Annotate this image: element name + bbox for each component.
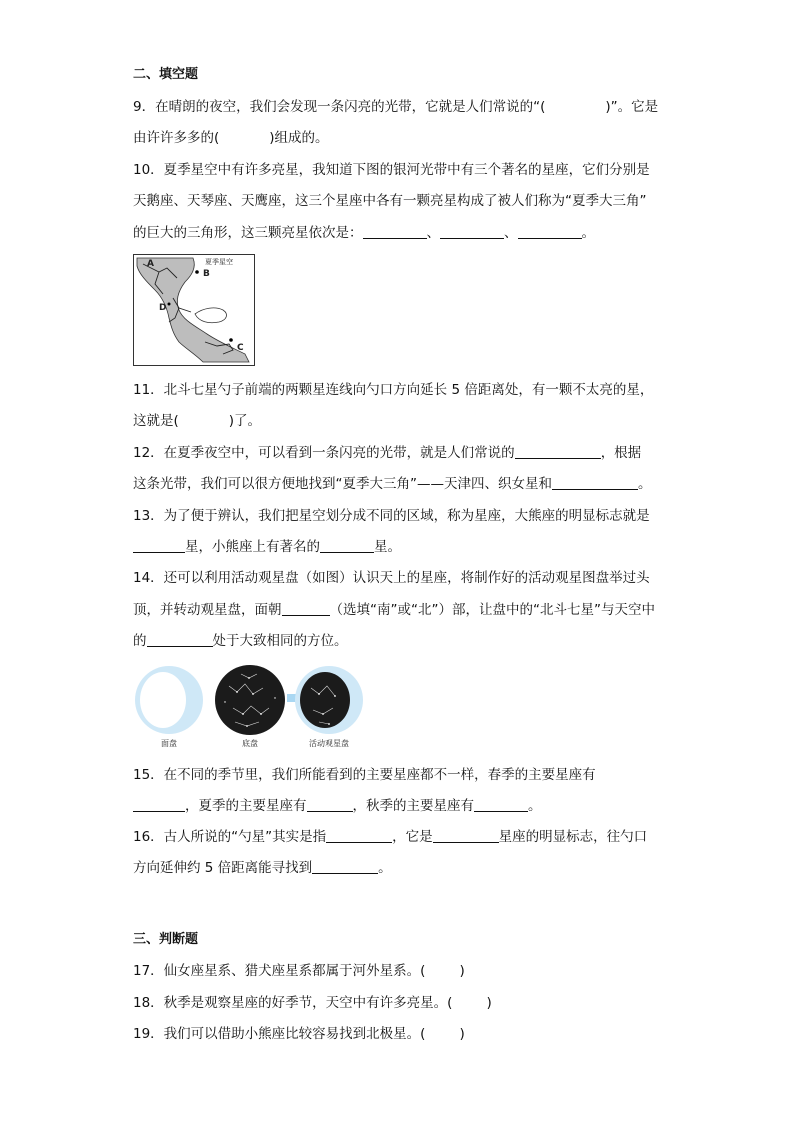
question-13-line-2 bbox=[133, 537, 401, 557]
question-17-text: 17．仙女座星系、猎犬座星系都属于河外星系。( bbox=[133, 963, 426, 979]
base-disk bbox=[215, 665, 285, 735]
question-12-answer-blank-1[interactable] bbox=[515, 444, 601, 459]
section-heading-fill-in: 二、填空题 bbox=[133, 67, 199, 82]
question-18-text: 18．秋季是观察星座的好季节，天空中有许多亮星。( bbox=[133, 995, 453, 1011]
question-13-text-b: 星。 bbox=[374, 539, 401, 555]
question-16-text-b: ，它是 bbox=[392, 829, 433, 845]
question-16-answer-blank-2[interactable] bbox=[433, 828, 499, 843]
face-disk bbox=[135, 666, 203, 734]
question-9-line-1 bbox=[133, 97, 658, 117]
question-14-text-b: （选填“南”或“北”）部，让盘中的“北斗七星”与天空中 bbox=[329, 602, 655, 618]
question-11-line-2 bbox=[133, 411, 261, 431]
question-15-answer-blank-3[interactable] bbox=[474, 797, 528, 812]
question-14-answer-blank-2[interactable] bbox=[147, 632, 213, 647]
question-13-text-a: 星，小熊座上有著名的 bbox=[185, 539, 320, 555]
question-15-answer-blank-1[interactable] bbox=[133, 797, 185, 812]
question-15-line-2 bbox=[133, 796, 542, 816]
question-12-text-b: ，根据 bbox=[600, 445, 642, 461]
question-12-text-c: 这条光带，我们可以很方便地找到“夏季大三角”——天津四、织女星和 bbox=[133, 476, 552, 492]
question-11-text-a: 这就是( bbox=[133, 413, 179, 429]
question-14-answer-blank-1[interactable] bbox=[282, 601, 330, 616]
question-13-answer-blank-1[interactable] bbox=[133, 538, 185, 553]
caption-face-disk: 面盘 bbox=[161, 739, 177, 748]
question-10-line-2: 天鹅座、天琴座、天鹰座，这三个星座中各有一颗亮星构成了被人们称为“夏季大三角” bbox=[133, 193, 647, 209]
question-13-answer-blank-2[interactable] bbox=[320, 538, 374, 553]
question-12-text-d: 。 bbox=[638, 476, 652, 492]
question-10-answer-blank-1[interactable] bbox=[363, 224, 427, 239]
question-15-answer-blank-2[interactable] bbox=[307, 797, 353, 812]
question-19 bbox=[133, 1024, 465, 1044]
question-19-close: ) bbox=[459, 1026, 465, 1042]
question-9-text-a: 9．在晴朗的夜空，我们会发现一条闪亮的光带，它就是人们常说的“( bbox=[133, 99, 546, 115]
question-9-line-2 bbox=[133, 128, 329, 148]
question-16-text-d: 方向延伸约 5 倍距离能寻找到 bbox=[133, 860, 313, 876]
question-12-answer-blank-2[interactable] bbox=[552, 475, 638, 490]
question-17-close: ) bbox=[459, 963, 465, 979]
question-15-text-b: ，秋季的主要星座有 bbox=[352, 798, 474, 814]
question-16-line-1 bbox=[133, 827, 647, 847]
question-16-text-a: 16．古人所说的“勺星”其实是指 bbox=[133, 829, 327, 845]
combined-disk bbox=[295, 666, 363, 734]
question-9-text-d: )组成的。 bbox=[269, 130, 329, 146]
question-11-line-1: 11．北斗七星勺子前端的两颗星连线向勺口方向延长 5 倍距离处，有一颗不太亮的星， bbox=[133, 382, 654, 398]
section-heading-true-false: 三、判断题 bbox=[133, 932, 199, 947]
question-14-line-2 bbox=[133, 600, 655, 620]
question-19-text: 19．我们可以借助小熊座比较容易找到北极星。( bbox=[133, 1026, 426, 1042]
question-10-line-1: 10．夏季星空中有许多亮星，我知道下图的银河光带中有三个著名的星座，它们分别是 bbox=[133, 162, 650, 178]
question-10-answer-blank-2[interactable] bbox=[440, 224, 504, 239]
star-finder-disk-figure bbox=[133, 662, 365, 750]
question-10-separator-1: 、 bbox=[426, 225, 440, 241]
question-10-separator-2: 、 bbox=[504, 225, 518, 241]
summer-sky-map-figure bbox=[133, 254, 255, 366]
question-16-answer-blank-1[interactable] bbox=[326, 828, 392, 843]
question-14-line-1: 14．还可以利用活动观星盘（如图）认识天上的星座，将制作好的活动观星图盘举过头 bbox=[133, 570, 650, 586]
question-10-answer-blank-3[interactable] bbox=[518, 224, 582, 239]
question-12-line-2 bbox=[133, 474, 652, 494]
question-16-text-e: 。 bbox=[378, 860, 392, 876]
question-12-text-a: 12．在夏季夜空中，可以看到一条闪亮的光带，就是人们常说的 bbox=[133, 445, 515, 461]
question-14-text-c: 的 bbox=[133, 633, 147, 649]
question-14-text-d: 处于大致相同的方位。 bbox=[212, 633, 348, 649]
question-16-line-2 bbox=[133, 858, 392, 878]
question-10-end: 。 bbox=[581, 225, 595, 241]
map-label-c: C bbox=[237, 343, 244, 353]
question-12-line-1 bbox=[133, 443, 641, 463]
map-label-a: A bbox=[147, 259, 154, 269]
question-13-line-1: 13．为了便于辨认，我们把星空划分成不同的区域，称为星座，大熊座的明显标志就是 bbox=[133, 508, 650, 524]
map-title: 夏季星空 bbox=[205, 258, 233, 266]
map-label-b: B bbox=[203, 269, 210, 279]
caption-base-disk: 底盘 bbox=[242, 739, 258, 748]
question-10-text: 的巨大的三角形，这三颗亮星依次是： bbox=[133, 225, 363, 241]
question-14-line-3 bbox=[133, 631, 348, 651]
question-16-text-c: 星座的明显标志，往勺口 bbox=[498, 829, 648, 845]
question-15-line-1: 15．在不同的季节里，我们所能看到的主要星座都不一样，春季的主要星座有 bbox=[133, 767, 596, 783]
caption-combined-disk: 活动观星盘 bbox=[309, 739, 349, 748]
question-11-text-b: )了。 bbox=[228, 413, 262, 429]
question-15-text-a: ，夏季的主要星座有 bbox=[185, 798, 307, 814]
question-10-line-3 bbox=[133, 223, 595, 243]
question-9-text-c: 由许许多多的( bbox=[133, 130, 220, 146]
question-18 bbox=[133, 993, 492, 1013]
question-16-answer-blank-3[interactable] bbox=[312, 859, 378, 874]
question-9-text-b: )”。它是 bbox=[605, 99, 659, 115]
question-17 bbox=[133, 961, 465, 981]
map-label-d: D bbox=[159, 303, 167, 313]
question-18-close: ) bbox=[486, 995, 492, 1011]
question-15-text-c: 。 bbox=[528, 798, 542, 814]
question-14-text-a: 顶，并转动观星盘，面朝 bbox=[133, 602, 282, 618]
